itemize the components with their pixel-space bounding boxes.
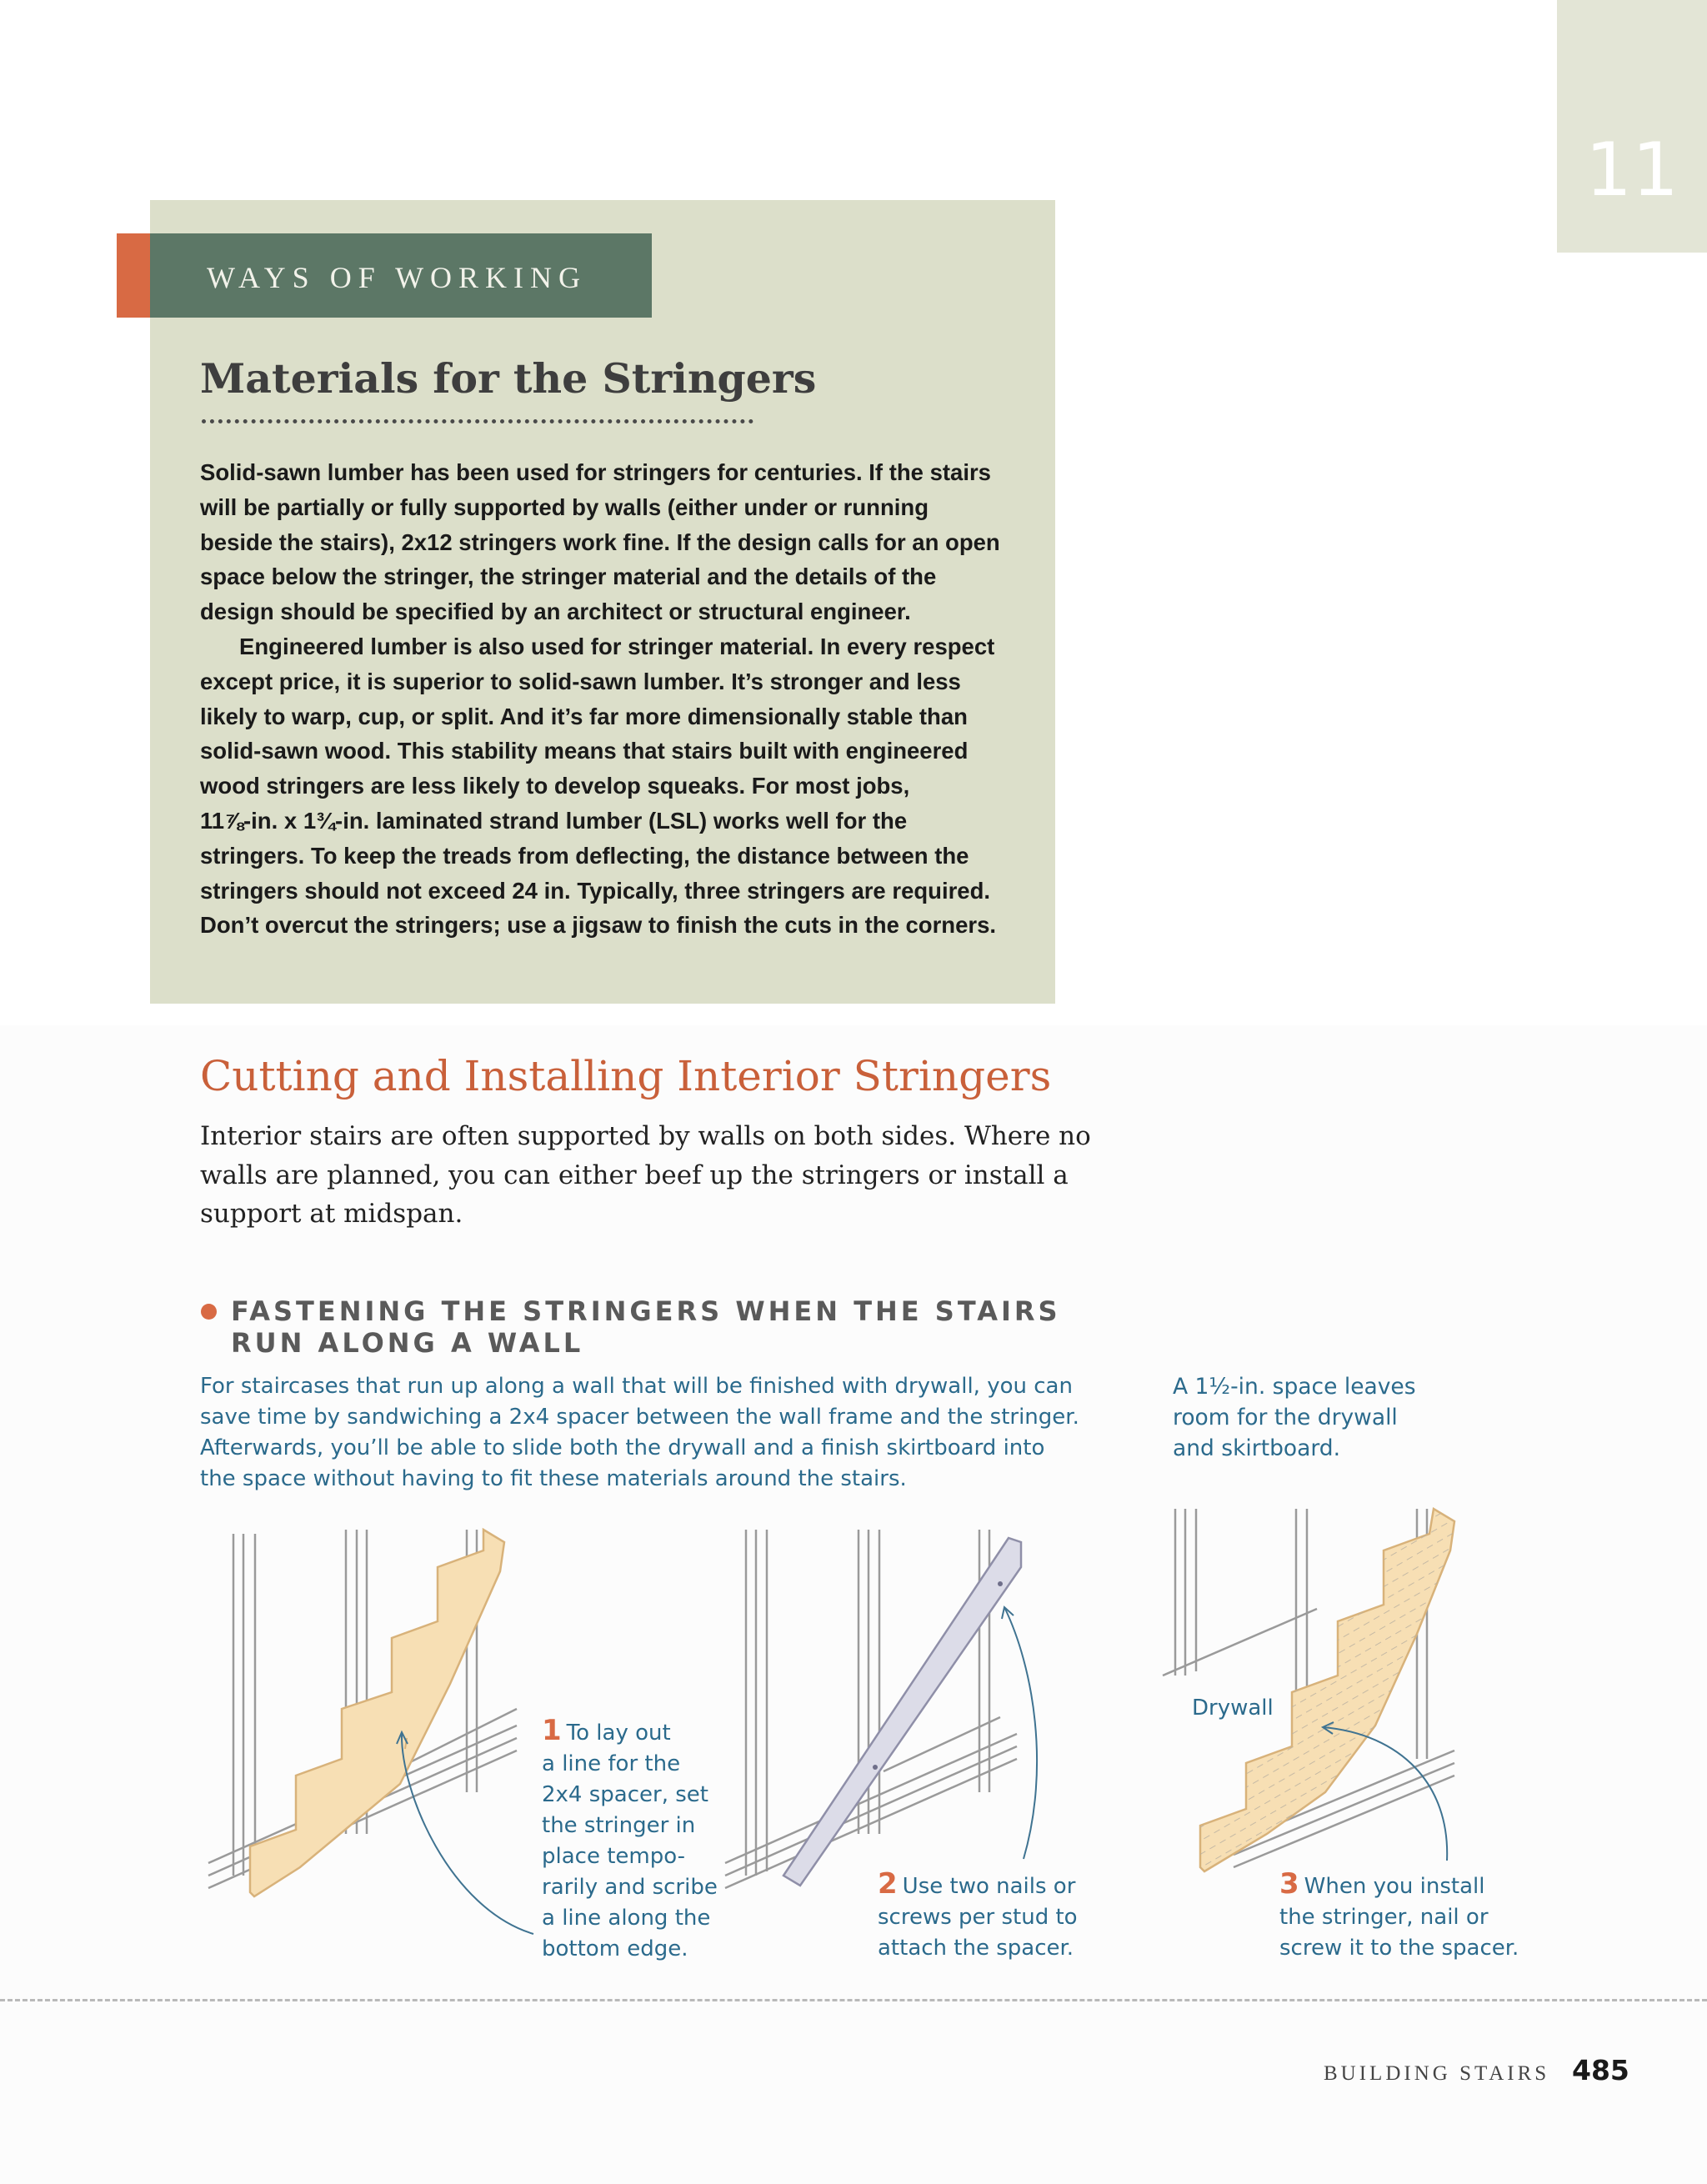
step-line: the stringer, nail or bbox=[1279, 1905, 1489, 1930]
sidebar-line: Don’t overcut the stringers; use a jigsaw to finish the cuts in the corners. bbox=[200, 912, 997, 939]
sidebar-line: wood stringers are less likely to develop squeaks. For most jobs, bbox=[200, 773, 910, 799]
step-3-caption bbox=[1279, 1869, 1519, 1964]
leader-arrow-2 bbox=[1004, 1607, 1037, 1859]
caption-line: Afterwards, you’ll be able to slide both the drywall and a finish skirtboard into bbox=[200, 1435, 1045, 1460]
step-number: 3 bbox=[1279, 1867, 1299, 1901]
step-1-caption bbox=[542, 1716, 718, 1965]
step-line: Use two nails or bbox=[902, 1874, 1076, 1899]
sidebar-line: design should be specified by an architect or structural engineer. bbox=[200, 599, 911, 625]
step-line: screw it to the spacer. bbox=[1279, 1936, 1519, 1961]
sidebar-line: stringers should not exceed 24 in. Typically, three stringers are required. bbox=[200, 877, 991, 904]
sidebar-line: beside the stairs), 2x12 stringers work fine. If the design calls for an open bbox=[200, 528, 1000, 555]
figure-title-line: FASTENING THE STRINGERS WHEN THE STAIRS bbox=[231, 1295, 1061, 1327]
step-line: place tempo- bbox=[542, 1844, 686, 1869]
sidebar-line: stringers. To keep the treads from deflecting, the distance between the bbox=[200, 842, 969, 869]
sidebar-line: likely to warp, cup, or split. And it’s far more dimensionally stable than bbox=[200, 703, 968, 729]
chapter-number: 11 bbox=[1585, 127, 1679, 213]
sidebar-line: 11⅞-in. x 1¾-in. laminated strand lumber (LSL) works well for the bbox=[200, 807, 908, 834]
sidebar-line: except price, it is superior to solid-sawn lumber. It’s stronger and less bbox=[200, 668, 961, 694]
step-line: attach the spacer. bbox=[878, 1936, 1074, 1961]
running-head: BUILDING STAIRS bbox=[1324, 2062, 1550, 2085]
caption-line: and skirtboard. bbox=[1173, 1435, 1341, 1461]
sidebar-line: solid-sawn wood. This stability means that stairs built with engineered bbox=[200, 738, 969, 764]
intro-line: Interior stairs are often supported by walls on both sides. Where no bbox=[200, 1121, 1091, 1151]
caption-line: save time by sandwiching a 2x4 spacer between the wall frame and the stringer. bbox=[200, 1405, 1079, 1430]
dashed-divider bbox=[0, 1999, 1707, 2001]
spacer-2x4 bbox=[783, 1538, 1021, 1886]
step-2-caption bbox=[878, 1869, 1078, 1964]
step-line: 2x4 spacer, set bbox=[542, 1782, 708, 1807]
page-number: 485 bbox=[1572, 2054, 1629, 2086]
caption-line: For staircases that run up along a wall that will be finished with drywall, you can bbox=[200, 1374, 1073, 1399]
section-heading: Cutting and Installing Interior Stringers bbox=[200, 1052, 1052, 1100]
step-number: 2 bbox=[878, 1867, 898, 1901]
step-line: To lay out bbox=[566, 1721, 671, 1746]
caption-line: room for the drywall bbox=[1173, 1405, 1398, 1430]
step-line: the stringer in bbox=[542, 1813, 696, 1838]
caption-line: A 1½-in. space leaves bbox=[1173, 1374, 1416, 1400]
intro-line: walls are planned, you can either beef up the stringers or install a bbox=[200, 1160, 1069, 1190]
caption-line: the space without having to fit these materials around the stairs. bbox=[200, 1466, 907, 1491]
step-line: When you install bbox=[1304, 1874, 1485, 1899]
step-line: screws per stud to bbox=[878, 1905, 1078, 1930]
intro-line: support at midspan. bbox=[200, 1199, 463, 1229]
sidebar-line: Engineered lumber is also used for stringer material. In every respect bbox=[239, 633, 995, 659]
step-number: 1 bbox=[542, 1714, 562, 1747]
step-line: rarily and scribe bbox=[542, 1875, 718, 1900]
sidebar-line: will be partially or fully supported by walls (either under or running bbox=[200, 493, 929, 520]
sidebar-title: Materials for the Stringers bbox=[200, 354, 817, 403]
sidebar-line: Solid-sawn lumber has been used for stringers for centuries. If the stairs bbox=[200, 459, 991, 485]
sidebar-line: space below the stringer, the stringer material and the details of the bbox=[200, 564, 937, 590]
drywall-label: Drywall bbox=[1192, 1696, 1274, 1721]
banner-label: WAYS OF WORKING bbox=[207, 261, 588, 294]
wall-frame-2 bbox=[725, 1530, 1017, 1888]
figure-title-line: RUN ALONG A WALL bbox=[231, 1327, 584, 1359]
step-line: a line along the bbox=[542, 1906, 711, 1931]
step-line: a line for the bbox=[542, 1751, 681, 1776]
step-line: bottom edge. bbox=[542, 1936, 688, 1961]
